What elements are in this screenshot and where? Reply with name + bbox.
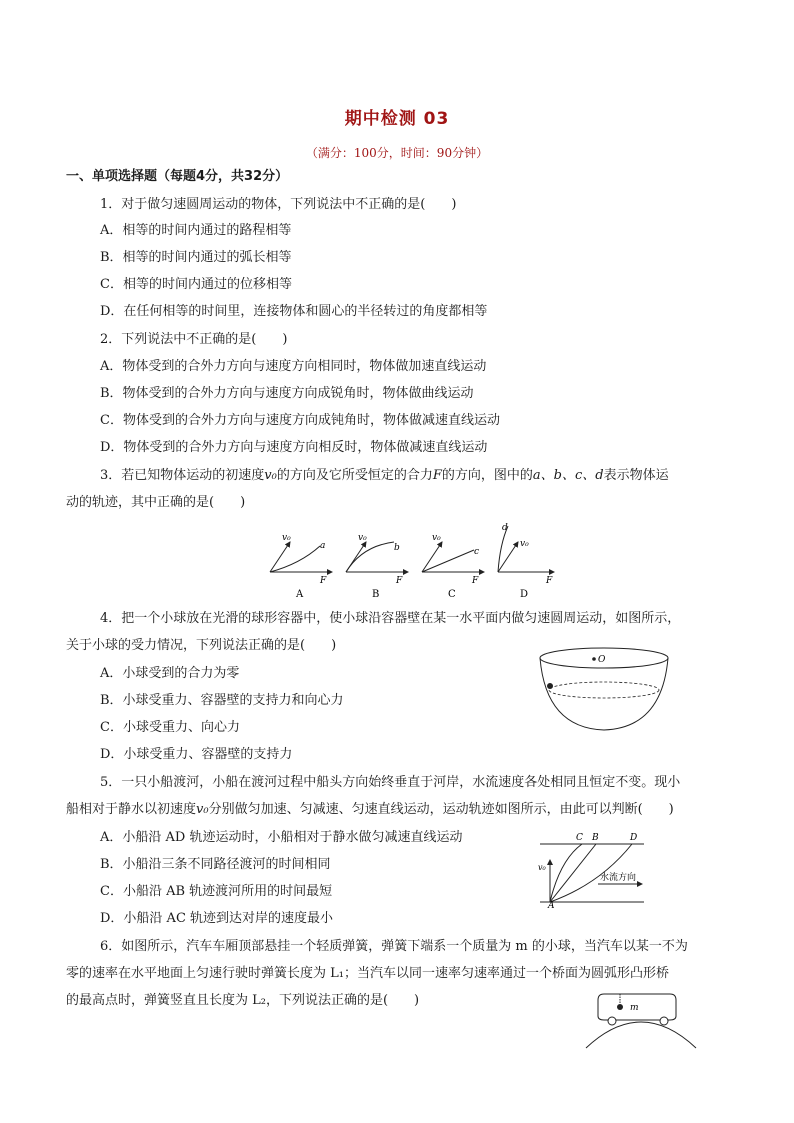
q3-abcd: a、b、c、d xyxy=(532,468,604,483)
page-title: 期中检测 03 xyxy=(344,109,450,129)
q1-stem: 1．对于做匀速圆周运动的物体，下列说法中不正确的是( ) xyxy=(100,197,457,212)
q5-stem-line2-b: 分别做匀加速、匀减速、匀速直线运动，运动轨迹如图所示，由此可以判断( ) xyxy=(208,802,674,817)
q3-fig-b-f: F xyxy=(396,576,403,586)
q4-stem-line2: 关于小球的受力情况，下列说法正确的是( ) xyxy=(66,638,337,653)
q4-option-b: B．小球受重力、容器壁的支持力和向心力 xyxy=(100,693,344,708)
q5-fig-v0: v₀ xyxy=(538,863,546,872)
q6-stem-line2: 零的速率在水平地面上匀速行驶时弹簧长度为 L₁；当汽车以同一速率匀速率通过一个桥面为圆弧形凸形桥 xyxy=(66,966,669,981)
q4-option-c: C．小球受重力、向心力 xyxy=(100,720,240,735)
q4-bowl-figure xyxy=(534,644,674,736)
q1-option-a: A．相等的时间内通过的路程相等 xyxy=(100,223,292,238)
q2-option-c: C．物体受到的合外力方向与速度方向成钝角时，物体做减速直线运动 xyxy=(100,413,500,428)
q4-option-d: D．小球受重力、容器壁的支持力 xyxy=(100,747,293,762)
q3-v0: v₀ xyxy=(264,468,277,483)
q3-fig-d-label: D xyxy=(520,589,529,600)
q6-fig-mass: m xyxy=(630,1003,639,1013)
q3-figures xyxy=(262,520,562,600)
q4-stem-line1: 4．把一个小球放在光滑的球形容器中，使小球沿容器壁在某一水平面内做匀速圆周运动，如图所示， xyxy=(100,611,681,626)
q3-stem-part1: 3．若已知物体运动的初速度 xyxy=(100,468,265,483)
q3-stem-line1 xyxy=(100,467,669,485)
q5-fig-a: A xyxy=(548,901,555,908)
q5-option-d: D．小船沿 AC 轨迹到达对岸的速度最小 xyxy=(100,911,334,926)
q3-fig-c-v0: v₀ xyxy=(432,533,441,543)
q1-option-d: D．在任何相等的时间里，连接物体和圆心的半径转过的角度都相等 xyxy=(100,304,488,319)
q3-figure-b xyxy=(346,533,408,600)
q3-fig-c-label: C xyxy=(448,589,456,600)
q6-stem-line3: 的最高点时，弹簧竖直且长度为 L₂，下列说法正确的是( ) xyxy=(66,993,420,1008)
q2-stem: 2．下列说法中不正确的是( ) xyxy=(100,332,288,347)
q5-option-c: C．小船沿 AB 轨迹渡河所用的时间最短 xyxy=(100,884,333,899)
q5-river-figure xyxy=(536,830,648,908)
q4-option-a: A．小球受到的合力为零 xyxy=(100,666,240,681)
q5-option-a: A．小船沿 AD 轨迹运动时，小船相对于静水做匀减速直线运动 xyxy=(100,830,463,845)
q3-fig-d-curve: d xyxy=(502,523,508,533)
q6-car-figure xyxy=(578,990,704,1050)
q3-F: F xyxy=(432,468,442,483)
q2-option-d: D．物体受到的合外力方向与速度方向相反时，物体做减速直线运动 xyxy=(100,440,488,455)
q3-fig-a-curve: a xyxy=(320,541,326,551)
q5-option-b: B．小船沿三条不同路径渡河的时间相同 xyxy=(100,857,331,872)
q3-fig-c-curve: c xyxy=(474,547,480,557)
q3-stem-part2: 的方向及它所受恒定的合力 xyxy=(276,468,433,483)
q3-figure-d xyxy=(498,523,554,600)
q5-fig-c: C xyxy=(576,833,583,843)
q3-figure-a xyxy=(270,533,332,600)
q2-option-a: A．物体受到的合外力方向与速度方向相同时，物体做加速直线运动 xyxy=(100,359,487,374)
q3-fig-a-v0: v₀ xyxy=(282,533,291,543)
q3-fig-b-v0: v₀ xyxy=(358,533,367,543)
q3-stem-part4: 表示物体运 xyxy=(603,468,669,483)
q5-stem-line2 xyxy=(66,801,674,819)
q3-figure-c xyxy=(422,533,484,600)
q5-fig-d: D xyxy=(630,833,638,843)
q5-fig-flow: 水流方向 xyxy=(600,873,637,883)
q3-fig-c-f: F xyxy=(472,576,479,586)
q3-stem-line2: 动的轨迹，其中正确的是( ) xyxy=(66,495,246,510)
q2-option-b: B．物体受到的合外力方向与速度方向成锐角时，物体做曲线运动 xyxy=(100,386,474,401)
q3-fig-a-f: F xyxy=(320,576,327,586)
q3-fig-d-f: F xyxy=(546,576,553,586)
section-heading: 一、单项选择题（每题4分，共32分） xyxy=(66,169,289,184)
q3-fig-d-v0: v₀ xyxy=(520,539,529,549)
q4-fig-center-label: O xyxy=(598,655,606,665)
q3-fig-a-label: A xyxy=(296,589,304,600)
q5-stem-line2-a: 船相对于静水以初速度 xyxy=(66,802,197,817)
q6-stem-line1: 6．如图所示，汽车车厢顶部悬挂一个轻质弹簧，弹簧下端系一个质量为 m 的小球，当汽车以某一不为 xyxy=(100,939,688,954)
q5-stem-line1: 5．一只小船渡河，小船在渡河过程中船头方向始终垂直于河岸，水流速度各处相同且恒定不变。现小 xyxy=(100,775,681,790)
q3-fig-b-curve: b xyxy=(394,543,400,553)
q1-option-c: C．相等的时间内通过的位移相等 xyxy=(100,277,292,292)
q5-stem-v0: v₀ xyxy=(196,802,209,817)
q3-stem-part3: 的方向，图中的 xyxy=(441,468,533,483)
q1-option-b: B．相等的时间内通过的弧长相等 xyxy=(100,250,292,265)
page-subtitle: （满分：100分，时间：90分钟） xyxy=(305,146,489,160)
q5-fig-b: B xyxy=(592,833,599,843)
q3-fig-b-label: B xyxy=(372,589,380,600)
